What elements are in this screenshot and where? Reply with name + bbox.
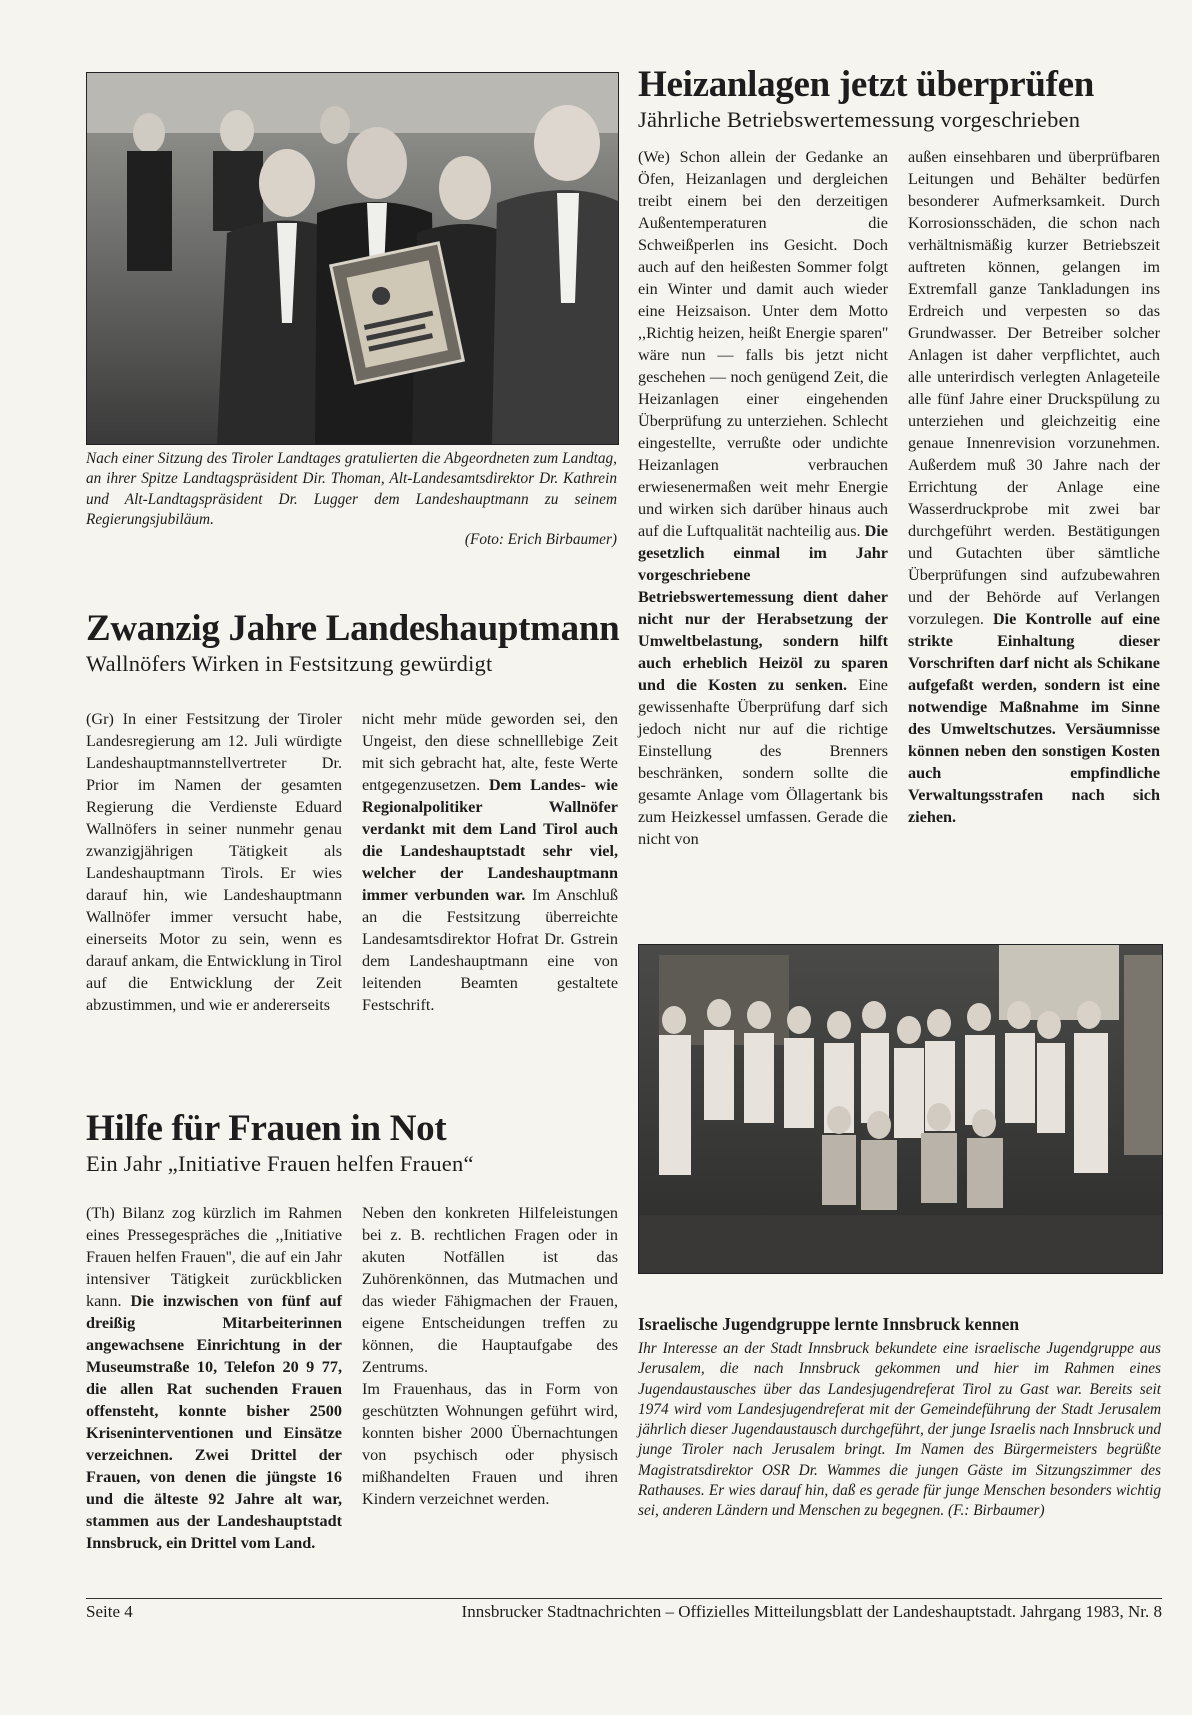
article-heizanlagen-col1-bold: Die gesetzlich einmal im Jahr vorgeschriebene Betriebswertemessung dient daher nicht nur der Herabsetzung der Umweltbelastung, sondern hilft auch erheblich Heizöl zu sparen und die Kosten zu senken. bbox=[638, 522, 888, 694]
article-landeshauptmann-subtitle: Wallnöfers Wirken in Festsitzung gewürdigt bbox=[86, 651, 493, 676]
article-frauen-col2-text2: Im Frauenhaus, das in Form von geschützten Wohnungen geführt wird, konnten bisher 2000 Übernachtungen von psychisch oder physisch mißhandelten Frauen und ihren Kindern verzeichnet werden. bbox=[362, 1380, 618, 1508]
article-frauen-title: Hilfe für Frauen in Not bbox=[86, 1108, 447, 1149]
photo-youth-caption-text: Ihr Interesse an der Stadt Innsbruck bekundete eine israelische Jugendgruppe aus Jerusalem, die nach Innsbruck gekommen und hier im Rahmen eines Jugendaustausches über das Landesjugendreferat Tirol zu Gast war. Bereits seit 1974 wird vom Landesjugendreferat mit der Gemeindeführung der Stadt Jerusalem jährlich dieser Jugendaustausch durchgeführt, der junge Israelis nach Innsbruck und junge Tiroler nach Jerusalem bringt. Im Namen des Bürgermeisters begrüßte Magistratsdirektor OSR Dr. Wammes die jungen Gäste im Sitzungszimmer des Rathauses. Er wies darauf hin, daß es gerade für junge Menschen besonders wichtig sei, anderen Ländern und Menschen zu begegnen. bbox=[638, 1340, 1161, 1520]
article-frauen-col2 bbox=[362, 1202, 618, 1510]
photo-youth-credit: (F.: Birbaumer) bbox=[947, 1502, 1045, 1520]
article-heizanlagen-col2 bbox=[908, 146, 1160, 828]
article-heizanlagen-col1-text2: Eine gewissenhafte Überprüfung darf sich jedoch nicht nur auf die richtige Einstellung des Brenners beschränken, sondern sollte die gesamte Anlage vom Öllagertank bis zum Heizkessel umfassen. Gerade die nicht von bbox=[638, 676, 888, 848]
article-landeshauptmann-header bbox=[86, 608, 626, 678]
article-heizanlagen-subtitle: Jährliche Betriebswertemessung vorgeschrieben bbox=[638, 107, 1081, 132]
footer bbox=[86, 1602, 1162, 1622]
photo-youth-title: Israelische Jugendgruppe lernte Innsbruck kennen bbox=[638, 1314, 1020, 1334]
article-heizanlagen-title: Heizanlagen jetzt überprüfen bbox=[638, 64, 1095, 105]
footer-page-number: Seite 4 bbox=[86, 1602, 133, 1621]
photo-award-credit: (Foto: Erich Birbaumer) bbox=[464, 531, 617, 549]
photo-award-ceremony-image bbox=[87, 73, 618, 444]
article-frauen-col1 bbox=[86, 1202, 342, 1554]
article-landeshauptmann-col1-text: (Gr) In einer Festsitzung der Tiroler Landesregierung am 12. Juli würdigte Landeshauptmannstellvertreter Dr. Prior im Namen der gesamten Regierung die Verdienste Eduard Wallnöfers in seiner nunmehr genau zwanzigjährigen Tätigkeit als Landeshauptmann Tirols. Er wies darauf hin, wie Landeshauptmann Wallnöfer immer versucht habe, einerseits Motor zu sein, wenn es darauf ankam, die Entwicklung in Tirol auf die Entwicklung der Zeit abzustimmen, und wie er andererseits bbox=[86, 710, 342, 1014]
article-frauen-col1-bold: Die inzwischen von fünf auf dreißig Mitarbeiterinnen angewachsene Einrichtung in der Museumstraße 10, Telefon 20 9 77, die allen Rat suchenden Frauen offensteht, konnte bisher 2500 Kriseninterventionen und Einsätze verzeichnen. Zwei Drittel der Frauen, von denen die jüngste 16 und die älteste 92 Jahre alt war, stammen aus der Landeshauptstadt Innsbruck, ein Drittel vom Land. bbox=[86, 1292, 343, 1552]
article-frauen-col1-text: (Th) Bilanz zog kürzlich im Rahmen eines Pressegespräches die ,,Initiative Frauen helfen Frauen'', die auf ein Jahr intensiver Tätigkeit zurückblicken kann. bbox=[86, 1204, 342, 1310]
photo-award-ceremony bbox=[86, 72, 619, 445]
article-landeshauptmann-col2-bold: Dem Landes- wie Regionalpolitiker Wallnöfer verdankt mit dem Land Tirol auch die Landeshauptstadt sehr viel, welcher der Landeshauptmann immer verbunden war. bbox=[362, 776, 618, 904]
photo-youth-group bbox=[638, 944, 1163, 1274]
footer-publication: Innsbrucker Stadtnachrichten – Offizielles Mitteilungsblatt der Landeshauptstadt. Jahrgang 1983, Nr. 8 bbox=[461, 1602, 1162, 1621]
article-landeshauptmann-col1 bbox=[86, 708, 342, 1016]
article-landeshauptmann-col2-text: nicht mehr müde geworden sei, den Ungeist, den diese schnelllebige Zeit mit sich gebracht hat, alte, feste Werte entgegenzusetzen. bbox=[362, 710, 618, 794]
article-frauen-header bbox=[86, 1108, 626, 1178]
footer-rule bbox=[86, 1598, 1162, 1599]
article-landeshauptmann-col2-text2: Im Anschluß an die Festsitzung überreichte Landesamtsdirektor Hofrat Dr. Gstrein dem Landeshauptmann eine von leitenden Beamten gestaltete Festschrift. bbox=[362, 886, 618, 1014]
article-landeshauptmann-title: Zwanzig Jahre Landeshauptmann bbox=[86, 608, 620, 649]
article-frauen-subtitle: Ein Jahr „Initiative Frauen helfen Frauen“ bbox=[86, 1151, 474, 1176]
article-heizanlagen-col1 bbox=[638, 146, 888, 850]
photo-award-caption-text: Nach einer Sitzung des Tiroler Landtages gratulierten die Abgeordneten zum Landtag, an ihrer Spitze Landtagspräsident Dir. Thoman, Alt-Landesamtsdirektor Dr. Kathrein und Alt-Landtagspräsident Dr. Lugger dem Landeshauptmann zu seinem Regierungsjubiläum. bbox=[86, 450, 617, 528]
photo-youth-group-image bbox=[639, 945, 1162, 1273]
article-heizanlagen-col1-text: (We) Schon allein der Gedanke an Öfen, Heizanlagen und dergleichen treibt einem bei den derzeitigen Außentemperaturen die Schweißperlen ins Gesicht. Doch auch auf den heißesten Sommer folgt ein Winter und damit auch wieder eine Heizsaison. Unter dem Motto ,,Richtig heizen, heißt Energie sparen'' wäre nun — falls bis jetzt nicht geschehen — noch genügend Zeit, die Heizanlagen einer eingehenden Überprüfung zu unterziehen. Schlecht eingestellte, verrußte oder undichte Heizanlagen verbrauchen erwiesenermaßen weit mehr Energie und wirken sich darüber hinaus auch auf die Luftqualität nachteilig aus. bbox=[638, 148, 888, 540]
article-heizanlagen-col2-text: außen einsehbaren und überprüfbaren Leitungen und Behälter bedürfen besonderer Aufmerksamkeit. Durch Korrosionsschäden, die schon nach verhältnismäßig kurzer Betriebszeit auftreten können, gelangen im Extremfall ganze Tankladungen ins Erdreich und verpesten so das Grundwasser. Der Betreiber solcher Anlagen ist daher verpflichtet, auch alle unterirdisch verlegten Anlageteile alle fünf Jahre einer Druckspülung zu unterziehen und gleichzeitig eine genaue Innenrevision vorzunehmen. Außerdem muß 30 Jahre nach der Errichtung der Anlage eine Wasserdruckprobe mit zwei bar durchgeführt werden. Bestätigungen und Gutachten über sämtliche Überprüfungen sind aufzubewahren und der Behörde auf Verlangen vorzulegen. bbox=[908, 148, 1160, 628]
photo-award-caption bbox=[86, 449, 617, 550]
article-heizanlagen-col2-bold: Die Kontrolle auf eine strikte Einhaltung dieser Vorschriften darf nicht als Schikane aufgefaßt werden, sondern ist eine notwendige Maßnahme im Sinne des Umweltschutzes. Versäumnisse können neben den sonstigen Kosten auch empfindliche Verwaltungsstrafen nach sich ziehen. bbox=[908, 610, 1160, 826]
article-heizanlagen-header bbox=[638, 64, 1158, 134]
photo-youth-caption bbox=[638, 1312, 1161, 1522]
article-landeshauptmann-col2 bbox=[362, 708, 618, 1016]
article-frauen-col2-text: Neben den konkreten Hilfeleistungen bei z. B. rechtlichen Fragen oder in akuten Notfällen ist das Zuhörenkönnen, das Mutmachen und das wieder Fähigmachen der Frauen, eigene Entscheidungen treffen zu können, die Hauptaufgabe des Zentrums. bbox=[362, 1204, 618, 1376]
